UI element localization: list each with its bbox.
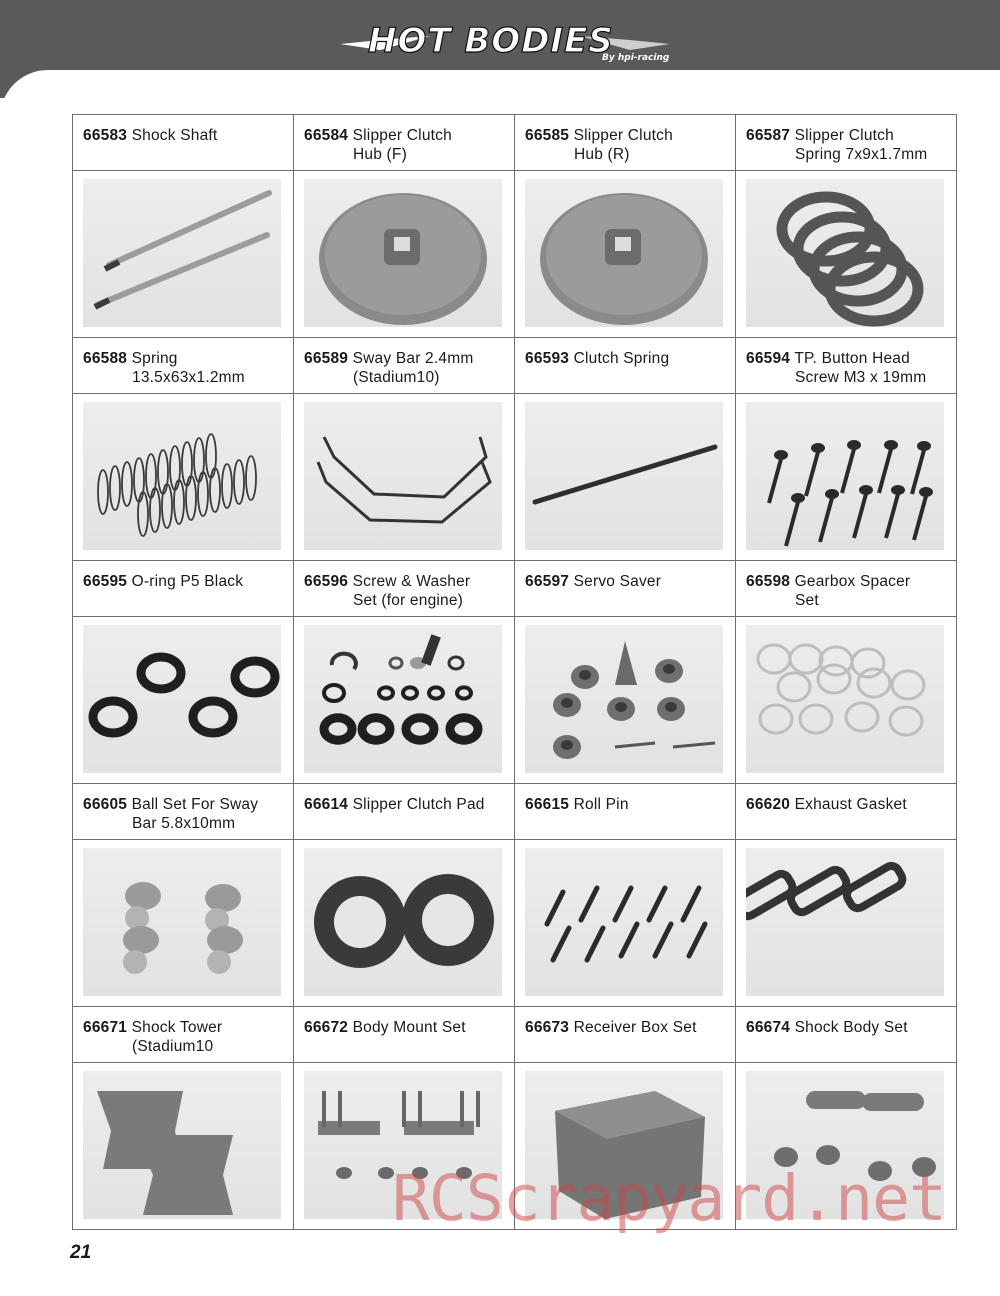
shock-springs-photo	[83, 402, 281, 550]
part-name: Spring	[131, 350, 178, 367]
part-image-cell	[515, 171, 736, 338]
part-number: 66596	[304, 573, 349, 590]
part-number: 66585	[525, 127, 570, 144]
part-number: 66583	[83, 127, 128, 144]
part-name: Sway Bar 2.4mm	[352, 350, 474, 367]
part-image-cell	[736, 840, 957, 1007]
shock-tower-photo	[83, 1071, 281, 1219]
part-name: Shock Body Set	[794, 1019, 908, 1036]
part-name: Body Mount Set	[352, 1019, 466, 1036]
part-label	[736, 561, 956, 610]
part-name-line2: (Stadium10	[132, 1038, 214, 1055]
parts-table	[72, 114, 957, 1230]
part-name: Screw & Washer	[352, 573, 471, 590]
part-label-cell	[515, 784, 736, 840]
shock-shaft-photo	[83, 179, 281, 327]
part-number: 66597	[525, 573, 570, 590]
label-row	[73, 1007, 957, 1063]
part-number: 66615	[525, 796, 570, 813]
part-image-cell	[736, 617, 957, 784]
slipper-clutch-hub-photo	[304, 179, 502, 327]
part-label	[736, 784, 956, 814]
part-number: 66673	[525, 1019, 570, 1036]
part-label	[515, 115, 735, 164]
part-name: Gearbox Spacer	[794, 573, 911, 590]
roll-pins-photo	[525, 848, 723, 996]
part-label	[736, 115, 956, 164]
part-label-cell	[294, 561, 515, 617]
part-number: 66674	[746, 1019, 791, 1036]
part-image-cell	[515, 840, 736, 1007]
part-number: 66588	[83, 350, 128, 367]
part-name-line2: Hub (R)	[574, 146, 630, 163]
part-name: Servo Saver	[573, 573, 662, 590]
label-row	[73, 561, 957, 617]
part-image-cell	[515, 617, 736, 784]
part-image-cell	[73, 394, 294, 561]
gearbox-spacers-photo	[746, 625, 944, 773]
part-name: O-ring P5 Black	[131, 573, 244, 590]
part-name: Receiver Box Set	[573, 1019, 697, 1036]
part-label	[515, 561, 735, 591]
part-number: 66614	[304, 796, 349, 813]
part-name: Slipper Clutch	[573, 127, 673, 144]
part-image-cell	[294, 394, 515, 561]
part-label-cell	[73, 115, 294, 171]
logo-subtext: By hpi-racing	[602, 53, 670, 63]
part-image-cell	[73, 840, 294, 1007]
part-label	[294, 338, 514, 387]
part-image-cell	[515, 394, 736, 561]
part-name-line2: Set (for engine)	[353, 592, 464, 609]
page-number: 21	[70, 1242, 92, 1263]
screw-washer-set-photo	[304, 625, 502, 773]
slipper-clutch-hub-photo	[525, 179, 723, 327]
sway-bar-photo	[304, 402, 502, 550]
part-image-cell	[294, 840, 515, 1007]
part-label-cell	[294, 338, 515, 394]
part-name: Slipper Clutch	[794, 127, 894, 144]
part-image-cell	[294, 617, 515, 784]
part-number: 66620	[746, 796, 791, 813]
part-label-cell	[515, 338, 736, 394]
part-label	[73, 115, 293, 145]
part-number: 66671	[83, 1019, 128, 1036]
part-label-cell	[73, 784, 294, 840]
part-label	[294, 1007, 514, 1037]
part-label-cell	[736, 115, 957, 171]
part-label-cell	[736, 1007, 957, 1063]
label-row	[73, 784, 957, 840]
ball-set-photo	[83, 848, 281, 996]
part-image-cell	[73, 171, 294, 338]
part-label	[515, 784, 735, 814]
part-number: 66587	[746, 127, 791, 144]
part-name: Ball Set For Sway	[131, 796, 259, 813]
part-label	[736, 338, 956, 387]
part-number: 66598	[746, 573, 791, 590]
image-row	[73, 171, 957, 338]
label-row	[73, 338, 957, 394]
part-label-cell	[294, 115, 515, 171]
part-label-cell	[515, 115, 736, 171]
part-image-cell	[73, 1063, 294, 1230]
servo-saver-photo	[525, 625, 723, 773]
part-image-cell	[736, 394, 957, 561]
part-label-cell	[736, 784, 957, 840]
part-number: 66605	[83, 796, 128, 813]
part-label	[73, 561, 293, 591]
part-label-cell	[515, 561, 736, 617]
part-number: 66584	[304, 127, 349, 144]
part-name-line2: Spring 7x9x1.7mm	[795, 146, 928, 163]
part-name-line2: Hub (F)	[353, 146, 407, 163]
part-name-line2: (Stadium10)	[353, 369, 440, 386]
part-label-cell	[515, 1007, 736, 1063]
image-row	[73, 840, 957, 1007]
part-label	[294, 561, 514, 610]
part-name-line2: 13.5x63x1.2mm	[132, 369, 245, 386]
part-label-cell	[294, 1007, 515, 1063]
part-number: 66593	[525, 350, 570, 367]
part-label-cell	[73, 1007, 294, 1063]
logo-text: HOT BODIES	[368, 21, 614, 61]
part-image-cell	[294, 171, 515, 338]
part-name: Shock Shaft	[131, 127, 218, 144]
part-name: Slipper Clutch Pad	[352, 796, 485, 813]
part-label	[73, 338, 293, 387]
screws-photo	[746, 402, 944, 550]
part-label	[73, 784, 293, 833]
part-number: 66595	[83, 573, 128, 590]
part-label-cell	[73, 561, 294, 617]
part-number: 66672	[304, 1019, 349, 1036]
coil-spring-photo	[746, 179, 944, 327]
part-label-cell	[294, 784, 515, 840]
part-name: Roll Pin	[573, 796, 629, 813]
part-number: 66594	[746, 350, 791, 367]
part-name: Exhaust Gasket	[794, 796, 907, 813]
part-label-cell	[73, 338, 294, 394]
part-image-cell	[73, 617, 294, 784]
watermark: RCScrapyard.net	[392, 1162, 946, 1235]
part-name-line2: Set	[795, 592, 819, 609]
part-name-line2: Screw M3 x 19mm	[795, 369, 927, 386]
hot-bodies-logo	[340, 14, 670, 68]
part-number: 66589	[304, 350, 349, 367]
part-label	[515, 1007, 735, 1037]
part-label	[736, 1007, 956, 1037]
part-name: Slipper Clutch	[352, 127, 452, 144]
part-image-cell	[736, 171, 957, 338]
part-label	[515, 338, 735, 368]
clutch-pads-photo	[304, 848, 502, 996]
part-name: TP. Button Head	[794, 350, 910, 367]
part-label	[73, 1007, 293, 1056]
part-name: Shock Tower	[131, 1019, 223, 1036]
clutch-spring-photo	[525, 402, 723, 550]
part-label	[294, 784, 514, 814]
part-label	[294, 115, 514, 164]
part-name: Clutch Spring	[573, 350, 670, 367]
o-rings-photo	[83, 625, 281, 773]
part-name-line2: Bar 5.8x10mm	[132, 815, 236, 832]
image-row	[73, 394, 957, 561]
image-row	[73, 617, 957, 784]
part-label-cell	[736, 338, 957, 394]
label-row	[73, 115, 957, 171]
part-label-cell	[736, 561, 957, 617]
exhaust-gaskets-photo	[746, 848, 944, 996]
